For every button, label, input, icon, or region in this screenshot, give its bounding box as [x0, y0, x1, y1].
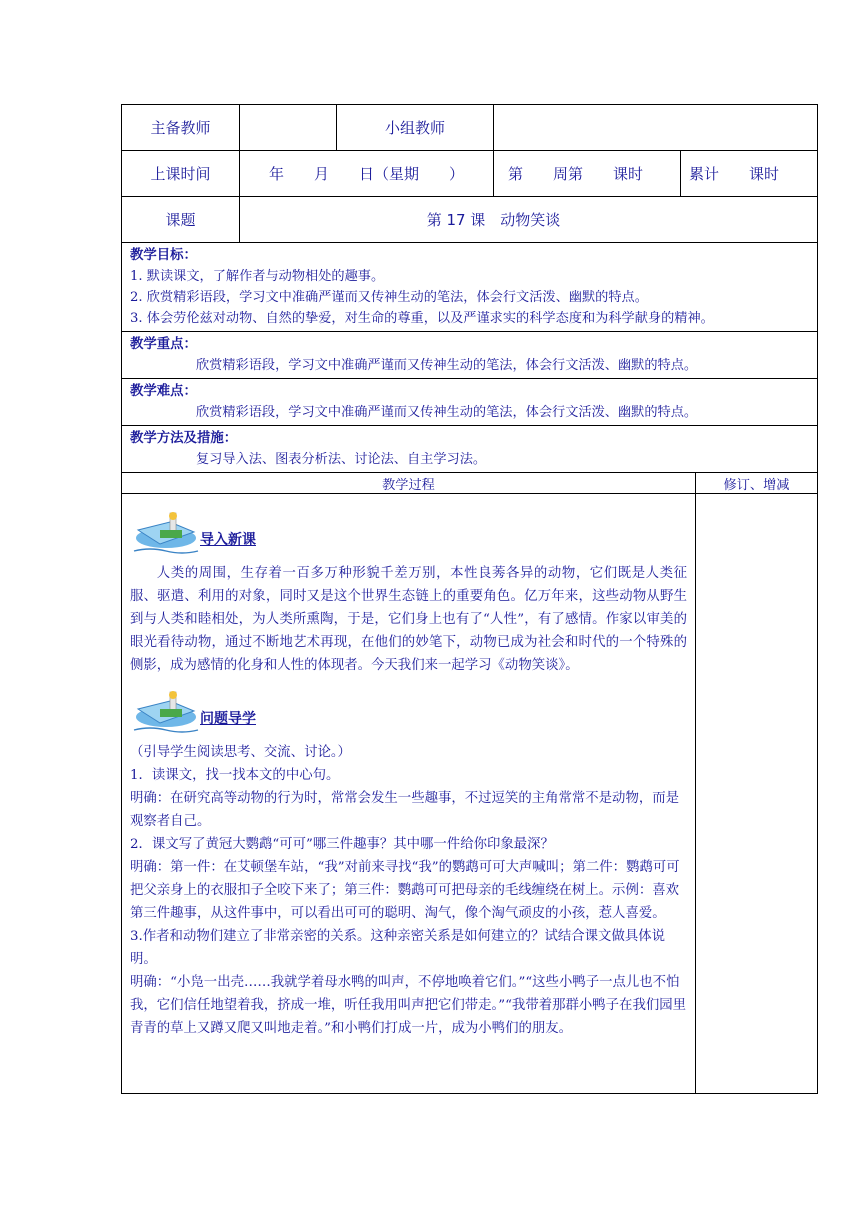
process-line: 1．读课文，找一找本文的中心句。: [130, 768, 340, 783]
goal-item: 1. 默读课文，了解作者与动物相处的趣事。: [130, 269, 385, 284]
cumulative-periods: 累计 课时: [681, 151, 818, 197]
main-teacher-value: [240, 105, 337, 151]
difficulties-text: 欣赏精彩语段，学习文中准确严谨而又传神生动的笔法，体会行文活泼、幽默的特点。: [196, 405, 698, 420]
process-line: 明确：在研究高等动物的行为时，常常会发生一些趣事，不过逗笑的主角常常不是动物，而是观察者自己。: [130, 791, 680, 829]
process-line: 2．课文写了黄冠大鹦鹉“可可”哪三件趣事？其中哪一件给你印象最深？: [130, 837, 554, 852]
goal-item: 2. 欣赏精彩语段，学习文中准确严谨而又传神生动的笔法，体会行文活泼、幽默的特点。: [130, 290, 648, 305]
group-teacher-value: [494, 105, 818, 151]
lesson-section-icon: [130, 689, 200, 733]
topic-label: 课题: [122, 197, 240, 243]
process-line: 明确：第一件：在艾顿堡车站，“我”对前来寻找“我”的鹦鹉可可大声喊叫；第二件：鹦鹉可可把父亲身上的衣服扣子全咬下来了；第三件：鹦鹉可可把母亲的毛线缠绕在树上。示例：喜欢第三件趣事，从这件事中，可以看出可可的聪明、淘气，像个淘气顽皮的小孩，惹人喜爱。: [130, 860, 680, 921]
goals-title: 教学目标：: [130, 248, 197, 263]
process-line: 3.作者和动物们建立了非常亲密的关系。这种亲密关系是如何建立的？试结合课文做具体说明。: [130, 929, 666, 967]
intro-paragraph: 人类的周围，生存着一百多万种形貌千差万别，本性良莠各异的动物，它们既是人类征服、驱遣、利用的对象，同时又是这个世界生态链上的重要角色。亿万年来，这些动物从野生到与人类和睦相处，为人类所熏陶，于是，它们身上也有了“人性”，有了感情。作家以审美的眼光看待动物，通过不断地艺术再现，在他们的妙笔下，动物已成为社会和时代的一个特殊的侧影，成为感情的化身和人性的体现者。今天我们来一起学习《动物笑谈》。: [130, 566, 687, 673]
section-questions: [130, 687, 687, 733]
key-points: [122, 332, 818, 379]
topic-value: 第 17 课 动物笑谈: [240, 197, 818, 243]
difficulties-title: 教学难点：: [130, 384, 197, 399]
difficulties: [122, 379, 818, 426]
revision-column: [696, 494, 818, 1094]
process-line: （引导学生阅读思考、交流、讨论。）: [130, 745, 351, 760]
section-title-questions: 问题导学: [200, 711, 256, 727]
lesson-section-icon: [130, 510, 200, 554]
main-teacher-label: 主备教师: [122, 105, 240, 151]
lesson-plan-sheet: [121, 104, 817, 1094]
process-content: [122, 494, 696, 1094]
lesson-plan-table: [121, 104, 818, 473]
class-time-label: 上课时间: [122, 151, 240, 197]
methods-text: 复习导入法、图表分析法、讨论法、自主学习法。: [196, 452, 487, 467]
revision-header: 修订、增减: [696, 473, 818, 494]
goal-item: 3. 体会劳伦兹对动物、自然的挚爱，对生命的尊重，以及严谨求实的科学态度和为科学献身的精神。: [130, 311, 714, 326]
methods: [122, 426, 818, 473]
class-date: 年 月 日（星期 ）: [240, 151, 494, 197]
section-intro: [130, 508, 687, 554]
key-points-title: 教学重点：: [130, 337, 197, 352]
group-teacher-label: 小组教师: [337, 105, 494, 151]
methods-title: 教学方法及措施：: [130, 431, 238, 446]
section-title-intro: 导入新课: [200, 532, 256, 548]
process-header: 教学过程: [122, 473, 696, 494]
class-week-period: 第 周第 课时: [494, 151, 681, 197]
process-line: 明确：“小凫一出壳……我就学着母水鸭的叫声，不停地唤着它们。”“这些小鸭子一点儿也不怕我，它们信任地望着我，挤成一堆，听任我用叫声把它们带走。”“我带着那群小鸭子在我们园里青青的草上又蹲又爬又叫地走着。”和小鸭们打成一片，成为小鸭们的朋友。: [130, 975, 687, 1036]
key-points-text: 欣赏精彩语段，学习文中准确严谨而又传神生动的笔法，体会行文活泼、幽默的特点。: [196, 358, 698, 373]
teaching-goals: [122, 243, 818, 332]
process-table: [121, 472, 818, 1094]
